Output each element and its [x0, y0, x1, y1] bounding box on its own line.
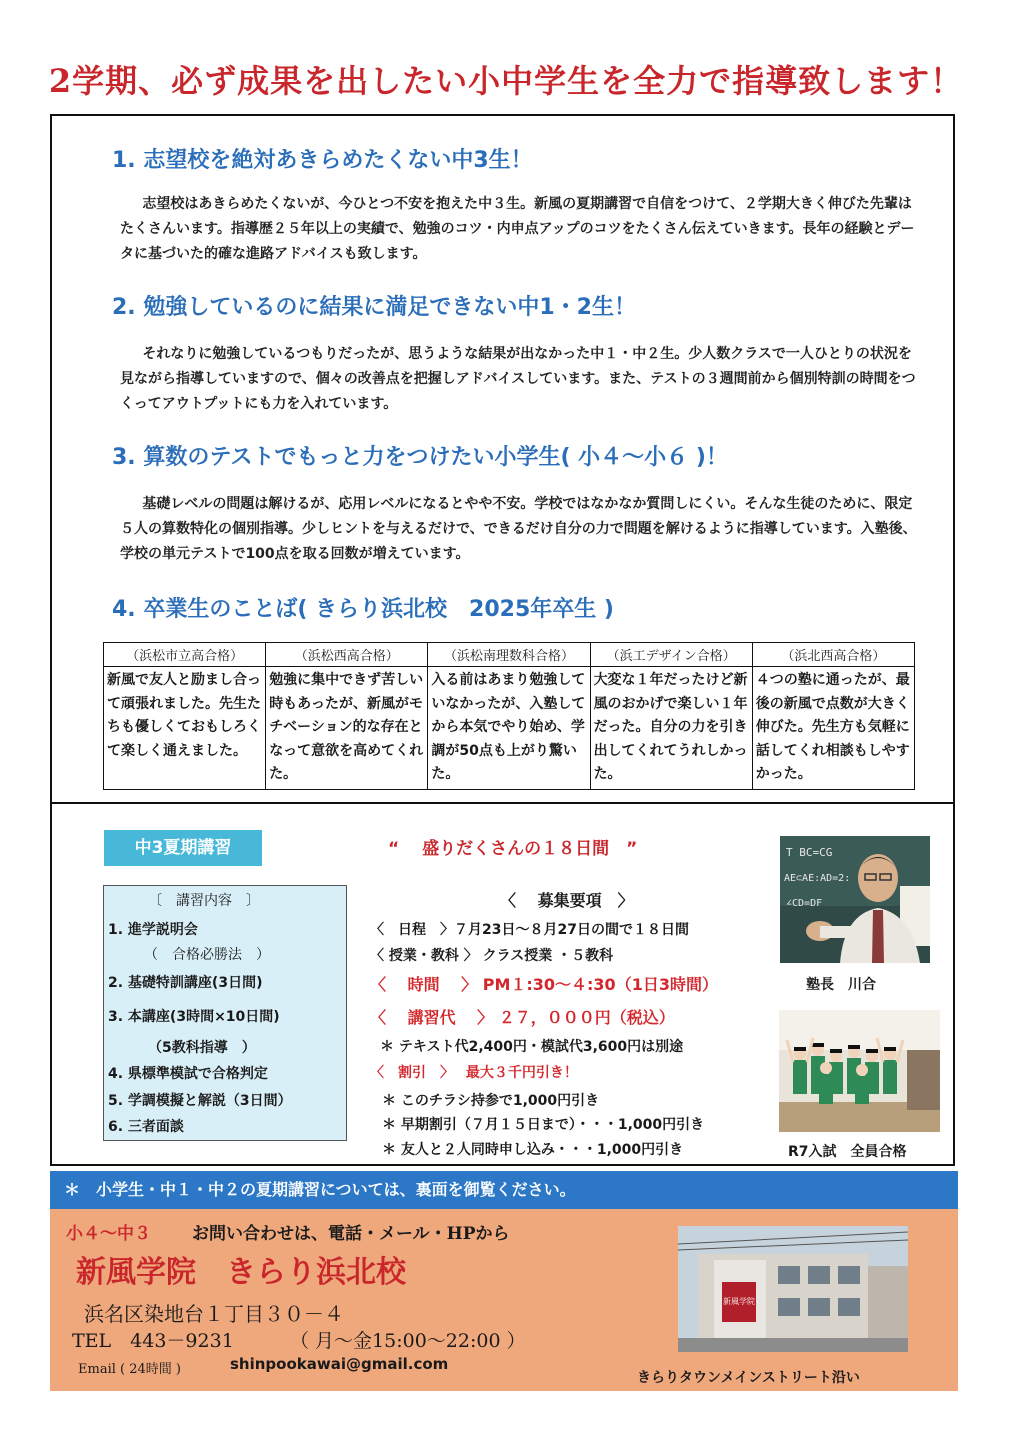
section-divider — [50, 802, 955, 804]
voice-school: （浜工デザイン合格） — [590, 643, 752, 667]
contents-item: 6. 三者面談 — [108, 1119, 184, 1135]
headline: 2学期、必ず成果を出したい小中学生を全力で指導致します！ — [48, 62, 964, 100]
voice-text: 入る前はあまり勉強していなかったが、入塾してから本気でやり始め、学調が50点も上がり驚いた。 — [428, 667, 590, 790]
discount-title: 〈 割引 〉 最大３千円引き！ — [370, 1065, 578, 1081]
svg-text:∠CD=DF: ∠CD=DF — [786, 898, 823, 909]
discount-item: ＊ 友人と２人同時申し込み・・・1,000円引き — [382, 1142, 684, 1158]
voice-text: ４つの塾に通ったが、最後の新風で点数が大きく伸びた。先生方も気軽に話してくれ相談もしやすかった。 — [752, 667, 914, 790]
discount-item: ＊ 早期割引（７月１５日まで）・・・1,000円引き — [382, 1117, 705, 1133]
teacher-caption: 塾長 川合 — [806, 977, 876, 993]
voice-school: （浜北西高合格） — [752, 643, 914, 667]
location-caption: きらりタウンメインストリート沿い — [637, 1370, 860, 1386]
section-2-title: 2. 勉強しているのに結果に満足できない中1・2生！ — [112, 295, 636, 320]
svg-text:AE⊂AE:AD=2:: AE⊂AE:AD=2: — [784, 873, 851, 884]
contents-item: 3. 本講座(3時間×10日間) — [108, 1009, 280, 1025]
contact-grades: 小４～中３ — [66, 1224, 151, 1244]
contact-panel — [50, 1209, 958, 1391]
requirements-title: 〈 募集要項 〉 — [500, 891, 634, 910]
school-name: 新風学院 きらり浜北校 — [76, 1255, 406, 1290]
section-4-title: 4. 卒業生のことば( きらり浜北校 2025年卒生 ) — [112, 597, 614, 622]
voice-text: 大変な１年だったけど新風のおかげで楽しい１年だった。自分の力を引き出してくれてうれしかった。 — [590, 667, 752, 790]
contents-item: 5. 学調模擬と解説（3日間） — [108, 1093, 292, 1109]
voice-school: （浜松南理数科合格） — [428, 643, 590, 667]
school-building-photo — [678, 1226, 908, 1352]
section-3-title: 3. 算数のテストでもっと力をつけたい小学生( 小４～小６ )！ — [112, 445, 728, 470]
school-tel: TEL 443－9231 — [72, 1330, 234, 1352]
graduate-voices-table — [103, 642, 915, 790]
time-line: 〈 時間 〉 PM１:30～４:30（1日3時間） — [370, 975, 718, 994]
section-1-body: 志望校はあきらめたくないが、今ひとつ不安を抱えた中３生。新風の夏期講習で自信をつけて、２学期大きく伸びた先輩はたくさんいます。指導歴２５年以上の実績で、勉強のコツ・内申点アップのコツをたくさん伝えていきます。長年の経験とデータに基づいた的確な進路アドバイスも致します。 — [120, 196, 915, 262]
sign-text: 新風学院 — [723, 1297, 755, 1306]
contents-item: 1. 進学説明会 — [108, 922, 198, 938]
contents-item: （ 合格必勝法 ） — [144, 947, 270, 963]
course-contents-box — [103, 885, 347, 1141]
subjects-line: 〈 授業・教科 〉 クラス授業 ・５教科 — [370, 948, 614, 964]
voice-text: 勉強に集中できず苦しい時もあったが、新風がモチベーション的な存在となって意欲を高めてくれた。 — [266, 667, 428, 790]
discount-item: ＊ このチラシ持参で1,000円引き — [382, 1093, 600, 1109]
section-1-title: 1. 志望校を絶対あきらめたくない中3生！ — [112, 148, 533, 173]
contents-item: （5教科指導 ） — [148, 1040, 256, 1056]
contents-title: 〔 講習内容 〕 — [148, 893, 260, 909]
contact-lead: お問い合わせは、電話・メール・HPから — [192, 1224, 510, 1244]
voice-text: 新風で友人と励まし合って頑張れました。先生たちも優しくておもしろくて楽しく通えました。 — [104, 667, 266, 790]
section-2-body: それなりに勉強しているつもりだったが、思うような結果が出なかった中１・中２生。少人数クラスで一人ひとりの状況を見ながら指導していますので、個々の改善点を把握しアドバイスしています。また、テストの３週間前から個別特訓の時間をつくってアウトプットにも力を入れています。 — [120, 346, 916, 412]
extra-fee-line: ＊ テキスト代2,400円・模試代3,600円は別途 — [380, 1039, 684, 1055]
fee-line: 〈 講習代 〉 ２７，０００円（税込） — [370, 1008, 675, 1027]
email-label: Email ( 24時間 ) — [78, 1362, 181, 1377]
teacher-photo — [780, 836, 930, 963]
svg-text:T BC=CG: T BC=CG — [786, 846, 833, 859]
group-caption: R7入試 全員合格 — [788, 1144, 907, 1160]
summer-course-tag: 中3夏期講習 — [104, 830, 262, 866]
notice-bar: ＊ 小学生・中１・中２の夏期講習については、裏面を御覧ください。 — [50, 1171, 958, 1209]
schedule-line: 〈 日程 〉７月23日～８月27日の間で１８日間 — [370, 922, 689, 938]
contents-item: 2. 基礎特訓講座(3日間) — [108, 975, 263, 991]
section-3-body: 基礎レベルの問題は解けるが、応用レベルになるとやや不安。学校ではなかなか質問しにくい。そんな生徒のために、限定５人の算数特化の個別指導。少しヒントを与えるだけで、できるだけ自分の力で問題を解けるように指導しています。入塾後、学校の単元テストで100点を取る回数が増えています。 — [120, 496, 917, 562]
contents-item: 4. 県標準模試で合格判定 — [108, 1066, 268, 1082]
voice-school: （浜松西高合格） — [266, 643, 428, 667]
email-address[interactable]: shinpookawai@gmail.com — [230, 1355, 449, 1373]
voice-school: （浜松市立高合格） — [104, 643, 266, 667]
summer-tagline: “ 盛りだくさんの１８日間 ” — [388, 839, 638, 859]
school-hours: （ 月～金15:00～22:00 ） — [290, 1330, 526, 1352]
students-group-photo — [779, 1010, 940, 1132]
school-address: 浜名区染地台１丁目３０－４ — [84, 1302, 344, 1326]
